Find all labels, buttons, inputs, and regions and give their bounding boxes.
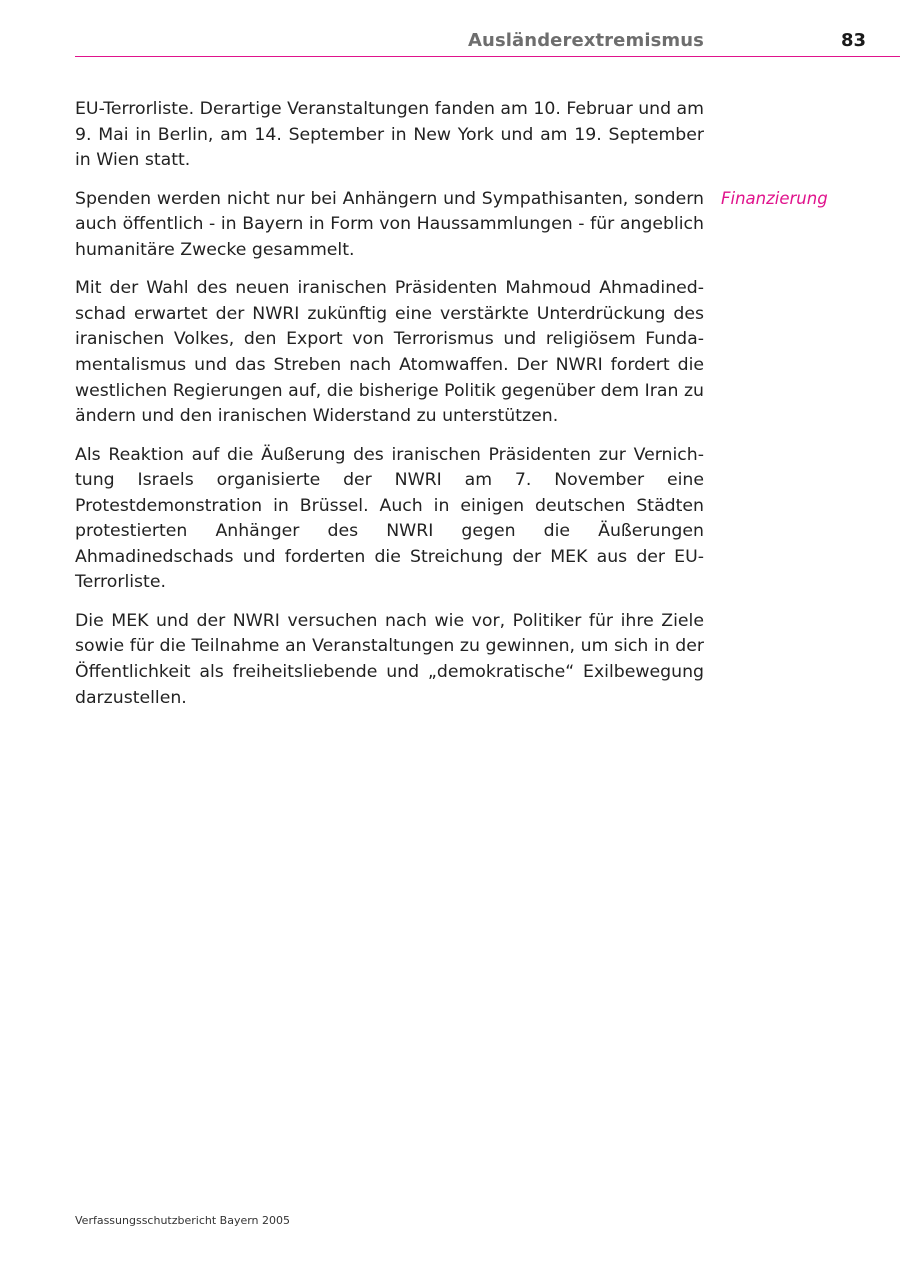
paragraph: Die MEK und der NWRI versuchen nach wie vor, Politiker für ihre Ziele sowie für die Teilnahme an Veranstaltungen zu gewinnen, um sich in der Öffentlichkeit als freiheitsliebende und „demokratische“ Exilbewegung darzustellen. <box>75 610 704 708</box>
body-text <box>75 97 704 724</box>
page-footer: Verfassungsschutzbericht Bayern 2005 <box>75 1214 291 1227</box>
running-header-title: Ausländerextremismus <box>468 30 704 51</box>
page-number: 83 <box>840 30 866 51</box>
paragraph: EU-Terrorliste. Derartige Veranstaltungen fanden am 10. Februar und am 9. Mai in Berlin, am 14. September in New York und am 19. September in Wien statt. <box>75 99 704 171</box>
paragraph: Spenden werden nicht nur bei Anhängern und Sympathisanten, sondern auch öffentlich - in Bayern in Form von Haussammlungen - für angeblich humanitäre Zwecke gesammelt. <box>75 188 704 260</box>
page-header <box>75 28 900 58</box>
paragraph: Mit der Wahl des neuen iranischen Präsidenten Mahmoud Ahmadinedschad erwartet der NWRI zukünftig eine verstärkte Unterdrückung des iranischen Volkes, den Export von Terrorismus und religiösem Fundamentalismus und das Streben nach Atomwaffen. Der NWRI fordert die westlichen Regierungen auf, die bisherige Politik gegenüber dem Iran zu ändern und den iranischen Widerstand zu unterstützen. <box>75 278 704 427</box>
paragraph: Als Reaktion auf die Äußerung des iranischen Präsidenten zur Vernichtung Israels organisierte der NWRI am 7. November eine Protestdemonstration in Brüssel. Auch in einigen deutschen Städten protestierten Anhänger des NWRI gegen die Äußerungen Ahmadinedschads und forderten die Streichung der MEK aus der EU-Terrorliste. <box>75 444 704 593</box>
header-divider <box>75 56 900 57</box>
margin-note: Finanzierung <box>721 189 828 208</box>
